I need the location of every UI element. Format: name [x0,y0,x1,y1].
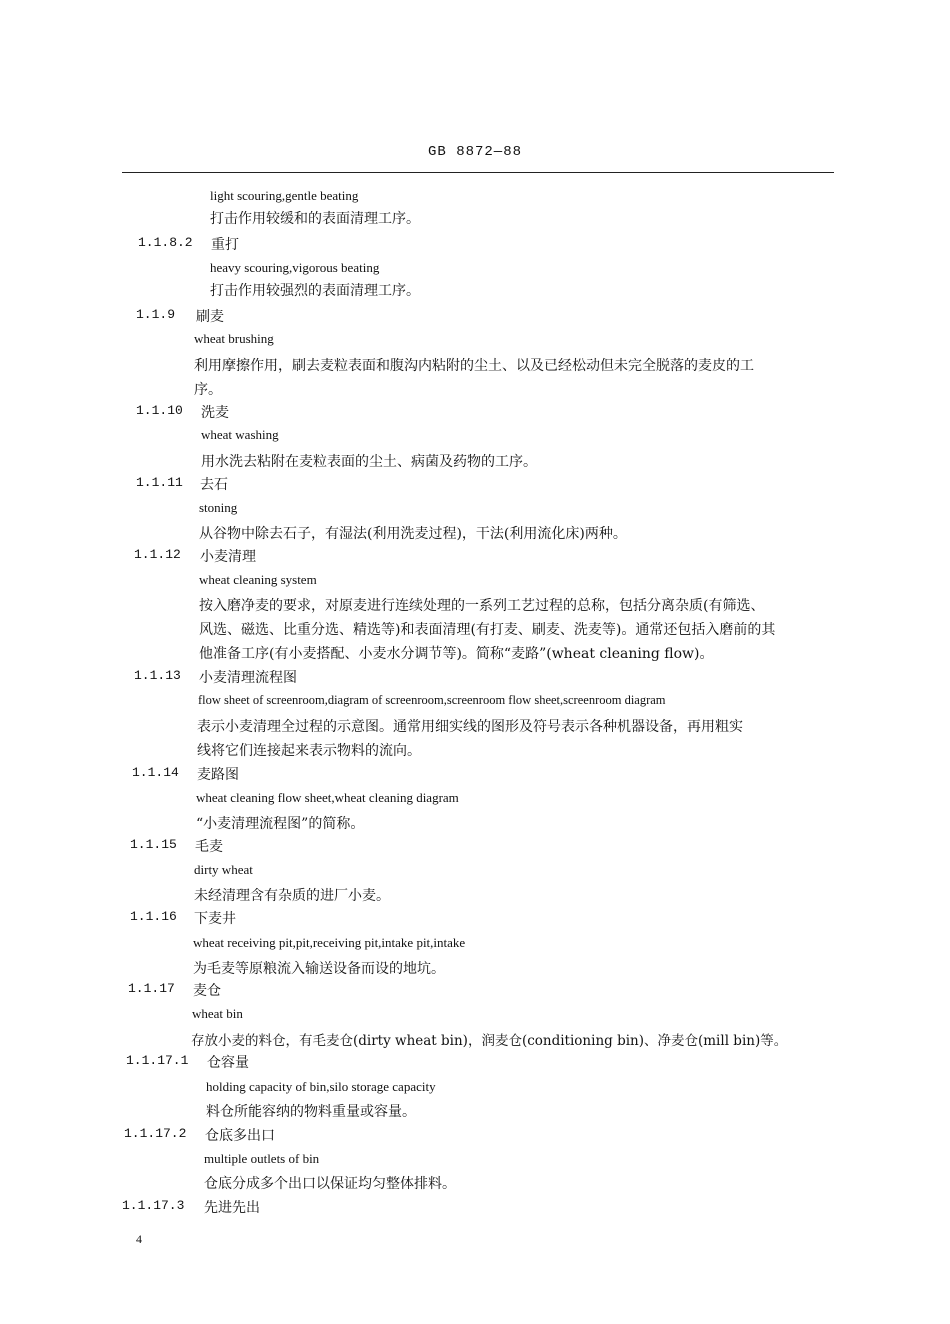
entry-definition [201,450,839,474]
entry-definition [199,594,837,666]
entry-definition [194,354,832,402]
definition-line: 按入磨净麦的要求，对原麦进行连续处理的一系列工艺过程的总称，包括分离杂质(有筛选、 [199,598,765,614]
entry-number: 1.1.16 [130,909,177,924]
entry-definition [210,207,848,231]
entry-term: 重打 [211,237,239,253]
definition-line: 从谷物中除去石子，有湿法(利用洗麦过程)，干法(利用流化床)两种。 [199,526,627,542]
definition-line: 线将它们连接起来表示物料的流向。 [197,743,421,759]
entry-english-term: stoning [199,500,238,515]
entry-definition [196,812,834,836]
entry-term: 刷麦 [196,309,224,325]
entry-term: 毛麦 [195,839,223,855]
definition-line: 为毛麦等原粮流入输送设备而设的地坑。 [193,961,445,977]
entry-number: 1.1.17 [128,981,175,996]
entry-english-term: dirty wheat [194,862,253,877]
entry-definition [197,715,835,763]
definition-line: 仓底分成多个出口以保证均匀整体排料。 [204,1176,456,1192]
entry-term: 麦仓 [193,983,221,999]
header-rule [122,172,834,173]
definition-line: 风选、磁选、比重分选、精选等)和表面清理(有打麦、刷麦、洗麦等)。通常还包括入磨前的其 [199,622,776,638]
entry-term: 仓底多出口 [205,1128,275,1144]
entry-number: 1.1.9 [136,307,176,322]
definition-line: 未经清理含有杂质的进厂小麦。 [194,888,390,904]
entry-number: 1.1.14 [132,765,179,780]
page-header: GB 8872—88 [427,144,522,160]
entry-definition [204,1172,842,1196]
entry-term: 仓容量 [207,1055,249,1071]
entry-english-term: wheat receiving pit,pit,receiving pit,intake pit,intake [193,935,466,950]
definition-line: 打击作用较强烈的表面清理工序。 [210,283,420,299]
entry-term: 麦路图 [197,767,239,783]
page-number: 4 [136,1232,142,1246]
entry-term: 小麦清理流程图 [199,670,297,686]
entry-number: 1.1.17.3 [122,1198,185,1213]
definition-line: 用水洗去粘附在麦粒表面的尘土、病菌及药物的工序。 [201,454,537,470]
entry-term: 先进先出 [204,1200,260,1216]
definition-line: “小麦清理流程图”的简称。 [196,816,365,832]
definition-line: 料仓所能容纳的物料重量或容量。 [206,1104,416,1120]
entry-english-term: wheat brushing [194,331,274,346]
definition-line: 打击作用较缓和的表面清理工序。 [210,211,420,227]
entry-term: 去石 [200,477,228,493]
entry-english-term: wheat cleaning flow sheet,wheat cleaning diagram [196,790,459,805]
entry-number: 1.1.17.2 [124,1126,187,1141]
entry-definition [206,1100,844,1124]
entry-term: 小麦清理 [200,549,256,565]
entry-term: 洗麦 [201,405,229,421]
definition-line: 表示小麦清理全过程的示意图。通常用细实线的图形及符号表示各种机器设备，再用粗实 [197,719,743,735]
entry-number: 1.1.13 [134,668,181,683]
entry-english-term: multiple outlets of bin [204,1151,320,1166]
entry-number: 1.1.17.1 [126,1053,189,1068]
entry-number: 1.1.15 [130,837,177,852]
entry-english-term: wheat washing [201,427,279,442]
entry-number: 1.1.8.2 [138,235,193,250]
definition-line: 存放小麦的料仓，有毛麦仓(dirty wheat bin)，润麦仓(conditioning bin)、净麦仓(mill bin)等。 [191,1033,788,1049]
entry-definition [191,1029,829,1053]
entry-number: 1.1.11 [136,475,183,490]
definition-line: 序。 [194,382,222,398]
entry-english-term: light scouring,gentle beating [210,188,359,203]
entry-number: 1.1.12 [134,547,181,562]
entry-term: 下麦井 [194,911,236,927]
definition-line: 利用摩擦作用，刷去麦粒表面和腹沟内粘附的尘土、以及已经松动但未完全脱落的麦皮的工 [194,358,754,374]
entry-number: 1.1.10 [136,403,183,418]
entry-english-term: wheat bin [192,1006,243,1021]
entry-english-term: flow sheet of screenroom,diagram of screenroom,screenroom flow sheet,screenroom diagram [198,693,666,707]
entry-definition [210,279,848,303]
entry-definition [199,522,837,546]
entry-english-term: holding capacity of bin,silo storage capacity [206,1079,436,1094]
entry-english-term: heavy scouring,vigorous beating [210,260,380,275]
entry-definition [194,884,832,908]
entry-english-term: wheat cleaning system [199,572,317,587]
entry-definition [193,957,831,981]
definition-line: 他准备工序(有小麦搭配、小麦水分调节等)。简称“麦路”(wheat cleaning flow)。 [199,646,714,662]
